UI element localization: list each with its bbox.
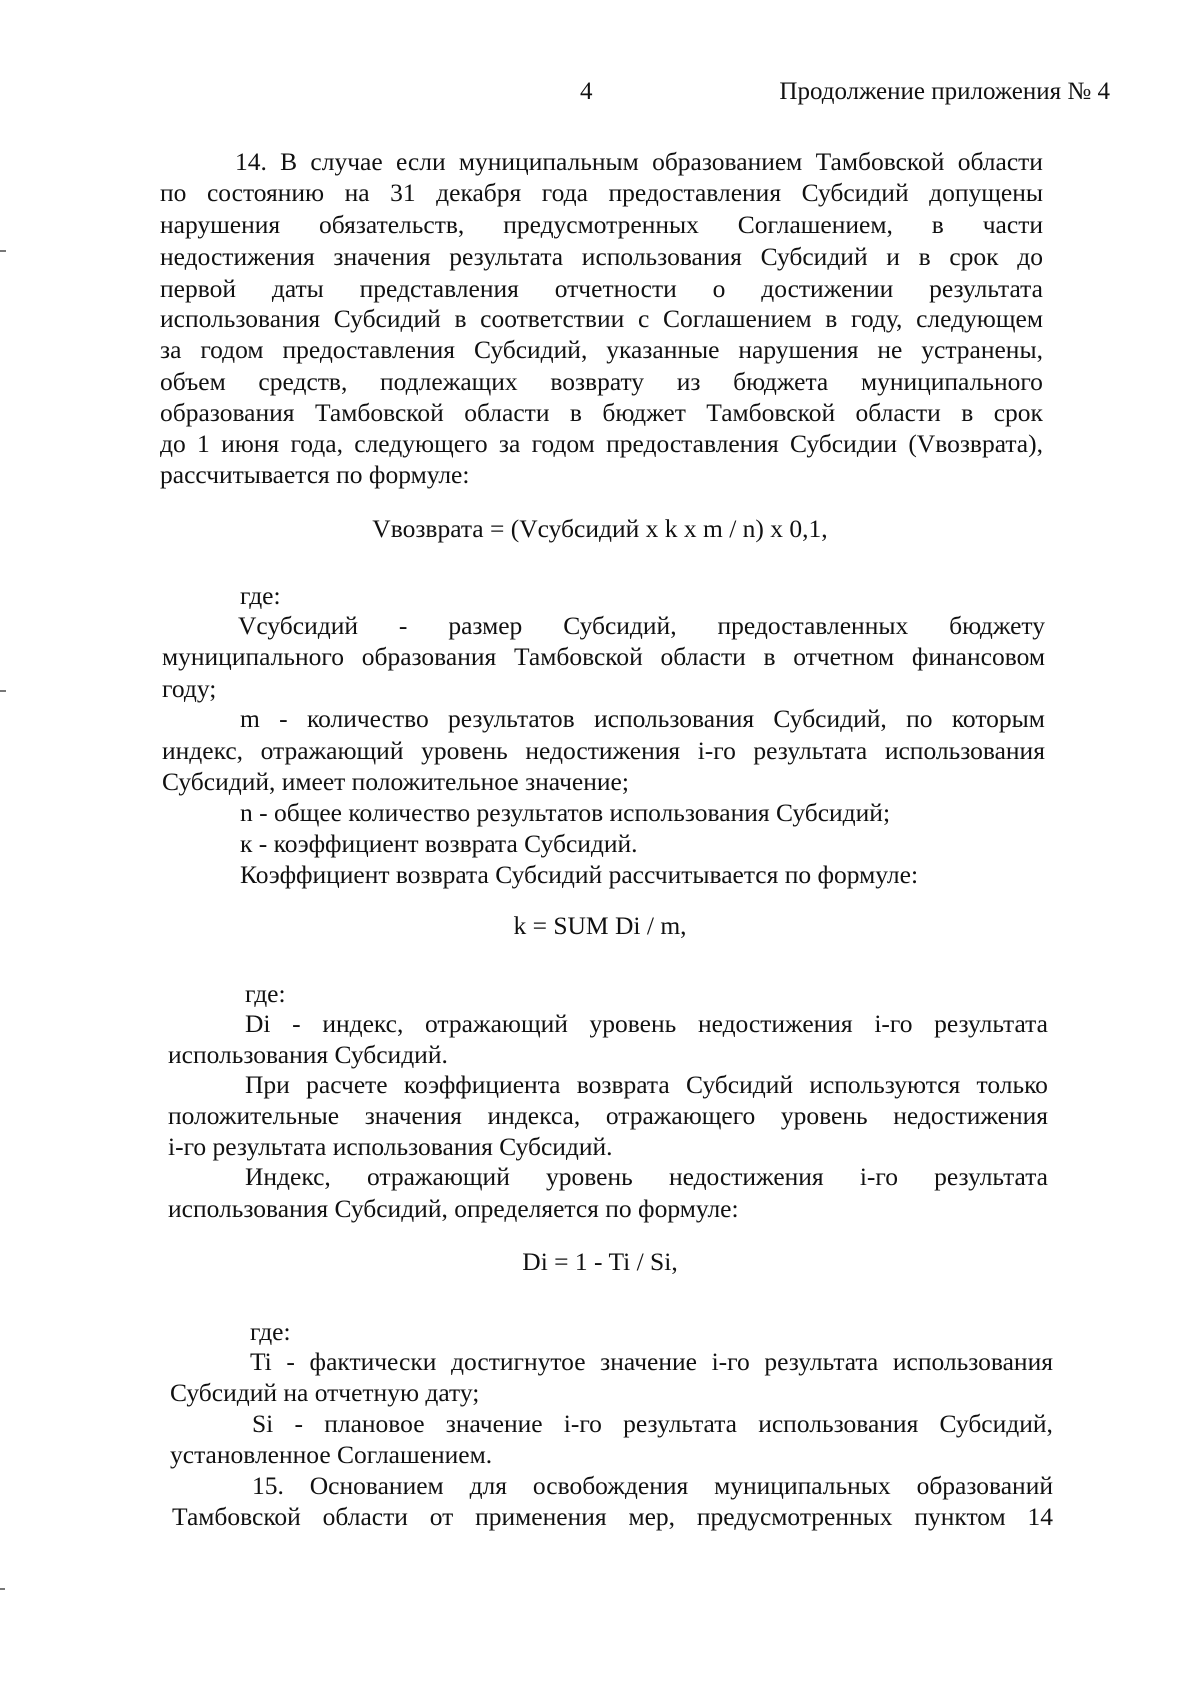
word: объем	[160, 367, 226, 396]
text-line: к - коэффициент возврата Субсидий.	[240, 829, 638, 858]
word: в	[918, 242, 931, 271]
word: Тамбовской	[513, 642, 643, 671]
word: индекс,	[162, 736, 244, 765]
word: июня	[221, 429, 280, 458]
word: области	[464, 398, 550, 427]
word: Di	[245, 1009, 271, 1038]
appendix-continuation-label: Продолжение приложения № 4	[779, 78, 1110, 105]
formula-line: Di = 1 - Ti / Si,	[522, 1247, 678, 1276]
word: -	[286, 1347, 295, 1376]
word: недостижения	[525, 736, 681, 765]
word: При	[245, 1070, 290, 1099]
word: Тамбовской	[706, 398, 836, 427]
text-line	[160, 428, 1043, 459]
text-line: году;	[162, 674, 217, 703]
word: следующем	[916, 304, 1043, 333]
word: допущены	[929, 178, 1043, 207]
word: расчете	[306, 1070, 388, 1099]
word: за	[498, 429, 521, 458]
word: 1	[197, 429, 210, 458]
word: Тамбовской	[172, 1502, 301, 1531]
word: отражающий	[425, 1009, 568, 1038]
word: i-го	[563, 1409, 602, 1438]
word: средств,	[258, 367, 348, 396]
word: в	[931, 210, 944, 239]
word: использования	[160, 304, 321, 333]
formula-line: Vвозврата = (Vсубсидий x k x m / n) x 0,1,	[372, 514, 828, 543]
word: результата	[449, 242, 564, 271]
word: достижении	[761, 274, 894, 303]
word: Тамбовской	[314, 398, 444, 427]
word: и	[886, 242, 900, 271]
formula-line: k = SUM Di / m,	[513, 911, 687, 940]
word: 31	[390, 178, 416, 207]
word: Индекс,	[245, 1162, 331, 1191]
word: Субсидий	[760, 242, 868, 271]
word: -	[292, 1009, 301, 1038]
word: срок	[993, 398, 1043, 427]
word: бюджет	[602, 398, 686, 427]
word: использования	[581, 242, 742, 271]
word: возврату	[550, 367, 645, 396]
word: образования	[361, 642, 497, 671]
word: устранены,	[921, 335, 1043, 364]
word: уровень	[546, 1162, 633, 1191]
word: в	[825, 304, 838, 333]
word: от	[429, 1502, 454, 1531]
word: области	[855, 398, 941, 427]
word: отчетности	[554, 274, 677, 303]
word: части	[982, 210, 1043, 239]
word: значения	[333, 242, 431, 271]
text-line	[250, 1346, 1053, 1377]
word: образования	[160, 398, 295, 427]
word: Si	[252, 1409, 274, 1438]
word: года	[541, 178, 588, 207]
word: нарушения	[160, 210, 281, 239]
word: положительные	[168, 1101, 340, 1130]
word: результата	[929, 274, 1043, 303]
word: -	[279, 704, 288, 733]
word: годом	[531, 429, 595, 458]
word: предоставления	[608, 178, 782, 207]
text-line	[235, 146, 1043, 177]
word: предоставления	[606, 429, 779, 458]
text-line: Субсидий, имеет положительное значение;	[162, 767, 629, 796]
word: Субсидий,	[473, 335, 588, 364]
word: В	[280, 147, 298, 176]
word: отражающий	[366, 1162, 510, 1191]
word: которым	[951, 704, 1045, 733]
text-line	[160, 366, 1043, 397]
word: недостижения	[697, 1009, 853, 1038]
word: Субсидий	[333, 304, 441, 333]
word: за	[160, 335, 182, 364]
word: декабря	[436, 178, 522, 207]
word: муниципальным	[458, 147, 639, 176]
word: использования	[892, 1347, 1053, 1376]
word: области	[322, 1502, 408, 1531]
word: области	[957, 147, 1043, 176]
word: муниципального	[162, 642, 344, 671]
text-line	[160, 334, 1043, 365]
word: до	[1017, 242, 1043, 271]
word: Субсидий,	[939, 1409, 1053, 1438]
text-line	[168, 1100, 1048, 1131]
word: срок	[949, 242, 999, 271]
word: индекса,	[487, 1101, 581, 1130]
word: фактически	[309, 1347, 437, 1376]
word: года,	[290, 429, 343, 458]
word: уровень	[589, 1009, 677, 1038]
word: до	[160, 429, 186, 458]
word: если	[395, 147, 446, 176]
word: области	[660, 642, 746, 671]
word: результата	[934, 1162, 1048, 1191]
word: -	[294, 1409, 303, 1438]
text-line	[162, 641, 1045, 672]
word: соответствии	[480, 304, 625, 333]
word: значения	[364, 1101, 462, 1130]
word: с	[637, 304, 650, 333]
word: результатов	[448, 704, 575, 733]
word: подлежащих	[380, 367, 518, 396]
word: по	[160, 178, 187, 207]
word: годом	[200, 335, 264, 364]
word: m	[240, 704, 260, 733]
word: из	[676, 367, 701, 396]
word: в	[763, 642, 776, 671]
text-line: где:	[250, 1317, 291, 1346]
word: Соглашением,	[737, 210, 893, 239]
text-line	[160, 209, 1043, 240]
word: нарушения	[738, 335, 859, 364]
word: недостижения	[160, 242, 315, 271]
text-line: где:	[240, 581, 281, 610]
word: для	[469, 1471, 507, 1500]
word: i-го	[874, 1009, 913, 1038]
text-line	[238, 610, 1045, 641]
word: Соглашением	[662, 304, 812, 333]
word: результата	[764, 1347, 879, 1376]
word: Ti	[250, 1347, 272, 1376]
text-line: Субсидий на отчетную дату;	[170, 1378, 480, 1407]
word: недостижения	[668, 1162, 824, 1191]
text-line	[160, 397, 1043, 428]
word: 14	[1027, 1502, 1053, 1531]
word: использования	[884, 736, 1045, 765]
word: размер	[448, 611, 523, 640]
word: использования	[758, 1409, 919, 1438]
word: в	[454, 304, 467, 333]
word: i-го	[859, 1162, 898, 1191]
text-line: рассчитывается по формуле:	[160, 460, 470, 489]
word: отражающего	[605, 1101, 756, 1130]
word: 14.	[235, 147, 267, 176]
text-line	[160, 241, 1043, 272]
word: не	[877, 335, 903, 364]
text-line	[160, 177, 1043, 208]
word: образованием	[652, 147, 803, 176]
text-line: n - общее количество результатов использования Субсидий;	[240, 798, 891, 827]
word: мер,	[628, 1502, 676, 1531]
word: отражающий	[260, 736, 404, 765]
text-line	[162, 735, 1045, 766]
page-number: 4	[580, 78, 593, 105]
word: Тамбовской	[815, 147, 945, 176]
word: муниципального	[860, 367, 1043, 396]
text-line	[245, 1069, 1048, 1100]
word: использования	[594, 704, 755, 733]
word: Субсидий,	[563, 611, 677, 640]
text-line: использования Субсидий, определяется по формуле:	[168, 1194, 739, 1223]
text-line	[245, 1161, 1048, 1192]
text-line: использования Субсидий.	[168, 1040, 448, 1069]
word: только	[976, 1070, 1048, 1099]
word: коэффициента	[403, 1070, 561, 1099]
text-line	[160, 303, 1043, 334]
text-line: Коэффициент возврата Субсидий рассчитывается по формуле:	[240, 860, 919, 889]
word: муниципальных	[714, 1471, 891, 1500]
word: значение	[445, 1409, 543, 1438]
word: Субсидии	[790, 429, 898, 458]
word: предусмотренных	[503, 210, 699, 239]
word: индекс,	[322, 1009, 404, 1038]
text-line: установленное Соглашением.	[170, 1440, 493, 1469]
word: в	[961, 398, 974, 427]
word: о	[712, 274, 726, 303]
word: достигнутое	[451, 1347, 586, 1376]
word: бюджету	[949, 611, 1045, 640]
word: первой	[160, 274, 236, 303]
word: используются	[809, 1070, 961, 1099]
text-line	[245, 1008, 1048, 1039]
text-line	[160, 273, 1043, 304]
word: представления	[359, 274, 519, 303]
word: году,	[851, 304, 903, 333]
word: освобождения	[532, 1471, 689, 1500]
word: результата	[753, 736, 868, 765]
text-line	[252, 1470, 1053, 1501]
text-line: где:	[245, 979, 286, 1008]
word: недостижения	[893, 1101, 1048, 1130]
word: возврата	[576, 1070, 670, 1099]
word: результата	[934, 1009, 1048, 1038]
word: обязательств,	[319, 210, 465, 239]
word: на	[344, 178, 370, 207]
word: количество	[306, 704, 429, 733]
word: применения	[475, 1502, 607, 1531]
word: в	[569, 398, 582, 427]
text-line	[172, 1501, 1053, 1532]
word: Субсидий	[801, 178, 909, 207]
word: Основанием	[309, 1471, 444, 1500]
word: финансовом	[911, 642, 1045, 671]
word: предоставления	[282, 335, 456, 364]
word: указанные	[606, 335, 720, 364]
word: Субсидий,	[773, 704, 887, 733]
word: случае	[310, 147, 383, 176]
word: уровень	[780, 1101, 868, 1130]
word: i-го	[711, 1347, 750, 1376]
word: отчетном	[793, 642, 895, 671]
word: состоянию	[206, 178, 325, 207]
word: даты	[271, 274, 324, 303]
word: образований	[916, 1471, 1053, 1500]
word: уровень	[421, 736, 508, 765]
word: предоставленных	[717, 611, 909, 640]
word: Vсубсидий	[238, 611, 359, 640]
word: следующего	[354, 429, 488, 458]
word: значение	[600, 1347, 697, 1376]
word: бюджета	[733, 367, 829, 396]
word: Субсидий	[686, 1070, 793, 1099]
word: пунктом	[914, 1502, 1006, 1531]
word: результата	[623, 1409, 737, 1438]
word: по	[906, 704, 933, 733]
word: предусмотренных	[696, 1502, 893, 1531]
word: i-го	[697, 736, 736, 765]
word: плановое	[324, 1409, 425, 1438]
word: 15.	[252, 1471, 284, 1500]
text-line: i-го результата использования Субсидий.	[168, 1132, 613, 1161]
text-line	[240, 703, 1045, 734]
word: -	[398, 611, 408, 640]
word: (Vвозврата),	[908, 429, 1043, 458]
text-line	[252, 1408, 1053, 1439]
